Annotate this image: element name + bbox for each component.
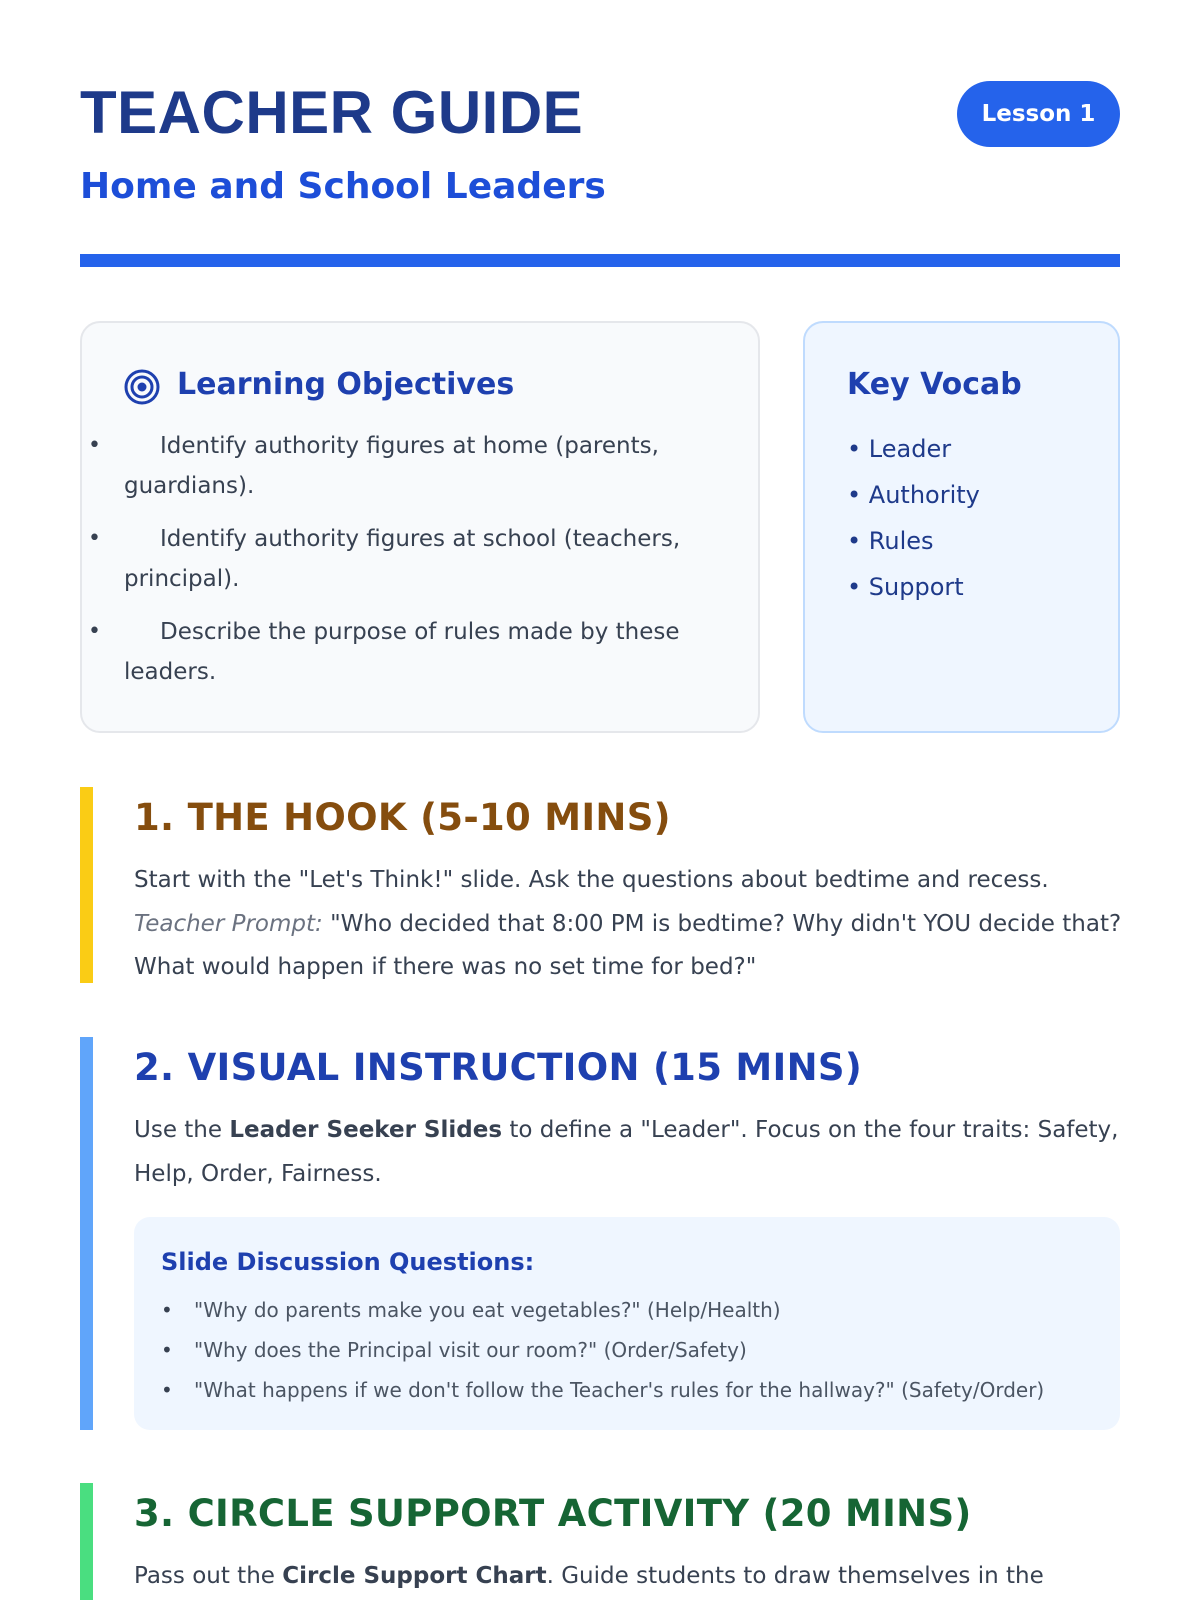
target-icon: [124, 369, 160, 405]
learning-objectives-card: [80, 321, 760, 733]
page-title: TEACHER GUIDE: [80, 79, 584, 146]
teacher-prompt-text: "Who decided that 8:00 PM is bedtime? Why didn't YOU decide that? What would happen if there was no set time for bed?": [134, 910, 1122, 980]
vocab-item: • Support: [847, 573, 964, 601]
objectives-list: [124, 426, 724, 705]
hook-instructions: Start with the "Let's Think!" slide. Ask the questions about bedtime and recess.: [134, 867, 1049, 893]
vocab-title: Key Vocab: [847, 367, 1022, 402]
section-accent-bar: [80, 787, 93, 983]
section-circle-support: [80, 1483, 1120, 1600]
vocab-list: [847, 426, 980, 610]
header-divider: [80, 254, 1120, 267]
section-accent-bar: [80, 1483, 93, 1600]
objectives-title: Learning Objectives: [177, 367, 515, 402]
section-hook: [80, 787, 1120, 983]
body-text: Use the: [134, 1117, 223, 1143]
section-title: 3. CIRCLE SUPPORT ACTIVITY (20 MINS): [134, 1492, 972, 1535]
body-emphasis: Leader Seeker Slides: [229, 1117, 503, 1143]
page-subtitle: Home and School Leaders: [80, 166, 606, 207]
section-visual-instruction: [80, 1037, 1120, 1430]
discussion-item: • "Why do parents make you eat vegetables?" (Help/Health): [161, 1290, 1044, 1330]
section-accent-bar: [80, 1037, 93, 1430]
body-text: . Guide students to draw themselves in the: [546, 1563, 1044, 1589]
page-header: [80, 78, 1120, 268]
body-text: Pass out the: [134, 1563, 275, 1589]
objective-item: • Identify authority figures at school (teachers, principal).: [124, 519, 724, 599]
discussion-item: • "Why does the Principal visit our room?" (Order/Safety): [161, 1330, 1044, 1370]
vocab-item: • Authority: [847, 481, 980, 509]
discussion-list: [161, 1290, 1044, 1410]
objective-item: • Describe the purpose of rules made by these leaders.: [124, 612, 724, 692]
key-vocab-card: [803, 321, 1120, 733]
discussion-item: • "What happens if we don't follow the Teacher's rules for the hallway?" (Safety/Order): [161, 1370, 1044, 1410]
section-body: [134, 1555, 1124, 1599]
section-title: 1. THE HOOK (5-10 MINS): [134, 796, 671, 839]
vocab-item: • Rules: [847, 527, 934, 555]
section-body: [134, 859, 1124, 990]
vocab-item: • Leader: [847, 435, 952, 463]
section-title: 2. VISUAL INSTRUCTION (15 MINS): [134, 1046, 863, 1089]
section-body: [134, 1109, 1124, 1196]
discussion-box: [134, 1217, 1120, 1430]
objective-item: • Identify authority figures at home (parents, guardians).: [124, 426, 724, 506]
lesson-badge: Lesson 1: [957, 81, 1120, 147]
teacher-prompt-label: Teacher Prompt:: [134, 910, 323, 937]
body-emphasis: Circle Support Chart: [282, 1563, 547, 1589]
discussion-title: Slide Discussion Questions:: [161, 1248, 535, 1276]
body-text: to define a "Leader". Focus on the four traits: Safety, Help, Order, Fairness.: [134, 1117, 1119, 1187]
